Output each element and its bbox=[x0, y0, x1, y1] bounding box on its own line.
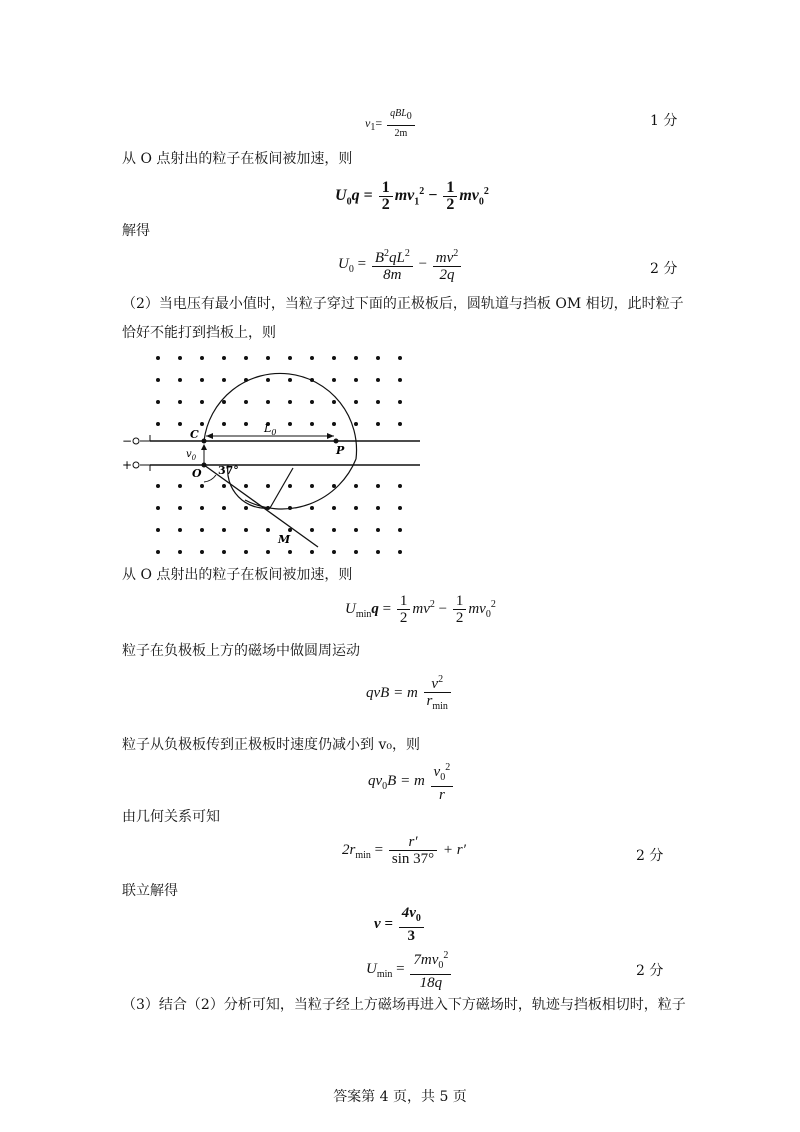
baffle-om bbox=[204, 465, 318, 547]
field-dot bbox=[244, 506, 248, 510]
equation-v-result: v = $\frac{4v_0}{3}$ bbox=[374, 905, 426, 944]
field-dot bbox=[156, 484, 160, 488]
label-v0: $v_0$ bbox=[186, 449, 197, 462]
field-dot bbox=[244, 356, 248, 360]
field-dot bbox=[288, 550, 292, 554]
field-dot bbox=[332, 528, 336, 532]
text-line: 联立解得 bbox=[122, 883, 178, 899]
field-dot bbox=[266, 378, 270, 382]
equation-geometry: $2r_{min}$ = $\frac{r'}{\sin 37^\circ}$ + r′ bbox=[342, 834, 466, 867]
field-dot bbox=[200, 506, 204, 510]
field-dot bbox=[156, 356, 160, 360]
text-line: 粒子从负极板传到正极板时速度仍减小到 v₀，则 bbox=[122, 737, 420, 753]
field-dot bbox=[376, 356, 380, 360]
field-dot bbox=[354, 400, 358, 404]
minus-sign: − bbox=[122, 434, 133, 448]
field-dot bbox=[178, 400, 182, 404]
field-dot bbox=[310, 528, 314, 532]
field-dot bbox=[266, 356, 270, 360]
field-dot bbox=[376, 422, 380, 426]
text-line: 解得 bbox=[122, 223, 150, 239]
equation-v0-motion: $qv_0B = m$ $\frac{v_0^2}{r}$ bbox=[368, 760, 455, 803]
plus-sign: + bbox=[122, 458, 133, 472]
text-line: （3）结合（2）分析可知，当粒子经上方磁场再进入下方磁场时，轨迹与挡板相切时，粒子 bbox=[122, 997, 686, 1013]
text-line: 由几何关系可知 bbox=[122, 809, 220, 825]
equation-energy-1: $U_0q$ = $\frac{1}{2}$ $mv_1^2$ − $\frac{1}{2}$ $mv_0^2$ bbox=[335, 179, 489, 213]
field-dot bbox=[398, 506, 402, 510]
field-dot bbox=[332, 506, 336, 510]
field-dot bbox=[288, 484, 292, 488]
label-o: O bbox=[192, 467, 202, 480]
field-dot bbox=[222, 378, 226, 382]
equation-umin-result: $U_{min}$ = $\frac{7mv_0^2}{18q}$ bbox=[366, 948, 453, 991]
label-l0: $L_0$ bbox=[264, 422, 277, 437]
text-line: 从 O 点射出的粒子在板间被加速，则 bbox=[122, 567, 353, 583]
field-dot bbox=[200, 356, 204, 360]
field-dot bbox=[222, 528, 226, 532]
field-dot bbox=[156, 506, 160, 510]
field-dot bbox=[310, 356, 314, 360]
label-p: P bbox=[336, 444, 345, 457]
field-dot bbox=[222, 506, 226, 510]
field-dot bbox=[178, 356, 182, 360]
magnetic-field-diagram bbox=[110, 340, 430, 560]
field-dot bbox=[354, 422, 358, 426]
field-dot bbox=[376, 378, 380, 382]
field-dot bbox=[354, 528, 358, 532]
score-mark: 1 分 bbox=[650, 113, 678, 129]
score-mark: 2 分 bbox=[636, 963, 664, 979]
field-dot bbox=[266, 400, 270, 404]
field-dot bbox=[200, 400, 204, 404]
field-dot bbox=[156, 528, 160, 532]
page-footer: 答案第 4 页，共 5 页 bbox=[333, 1089, 467, 1105]
field-dot bbox=[398, 422, 402, 426]
field-dot bbox=[310, 400, 314, 404]
label-angle: 37° bbox=[218, 464, 239, 477]
lower-trajectory-outer bbox=[245, 459, 356, 509]
field-dot bbox=[200, 378, 204, 382]
field-dot bbox=[244, 550, 248, 554]
field-dot bbox=[222, 356, 226, 360]
score-mark: 2 分 bbox=[650, 261, 678, 277]
field-dot bbox=[178, 528, 182, 532]
field-dot bbox=[178, 484, 182, 488]
equation-circular-motion: qvB = m $\frac{v^2}{r_{min}}$ bbox=[366, 672, 453, 715]
field-dot bbox=[288, 422, 292, 426]
field-dot bbox=[310, 422, 314, 426]
field-dot bbox=[244, 528, 248, 532]
field-dot bbox=[332, 484, 336, 488]
radius-line bbox=[270, 468, 293, 508]
field-dot bbox=[398, 484, 402, 488]
field-dot bbox=[244, 484, 248, 488]
field-dot bbox=[244, 400, 248, 404]
field-dot bbox=[178, 550, 182, 554]
field-dot bbox=[398, 400, 402, 404]
field-dot bbox=[376, 528, 380, 532]
field-dot bbox=[310, 506, 314, 510]
field-dot bbox=[288, 400, 292, 404]
text-line: 恰好不能打到挡板上，则 bbox=[122, 325, 276, 341]
field-dot bbox=[354, 550, 358, 554]
score-mark: 2 分 bbox=[636, 848, 664, 864]
field-dot bbox=[332, 400, 336, 404]
field-dot bbox=[222, 484, 226, 488]
field-dot bbox=[200, 422, 204, 426]
field-dot bbox=[200, 484, 204, 488]
field-dot bbox=[178, 506, 182, 510]
field-dot bbox=[178, 378, 182, 382]
field-dot bbox=[354, 484, 358, 488]
field-dot bbox=[156, 422, 160, 426]
text-line: （2）当电压有最小值时，当粒子穿过下面的正极板后，圆轨道与挡板 OM 相切，此时粒子 bbox=[122, 296, 684, 312]
field-dot bbox=[222, 422, 226, 426]
field-dot bbox=[156, 400, 160, 404]
field-dot bbox=[376, 506, 380, 510]
field-dot bbox=[332, 422, 336, 426]
label-c: C bbox=[190, 428, 199, 441]
field-dot bbox=[354, 506, 358, 510]
field-dot bbox=[288, 378, 292, 382]
field-dot bbox=[244, 422, 248, 426]
field-dot bbox=[398, 550, 402, 554]
field-dot bbox=[200, 550, 204, 554]
field-dot bbox=[156, 550, 160, 554]
text-line: 粒子在负极板上方的磁场中做圆周运动 bbox=[122, 643, 360, 659]
field-dot bbox=[266, 550, 270, 554]
field-dot bbox=[354, 378, 358, 382]
field-dot bbox=[332, 356, 336, 360]
field-dot bbox=[266, 528, 270, 532]
field-dot bbox=[376, 550, 380, 554]
equation-v1: $v_1=$ $\frac{qBL_0}{2m}$ bbox=[365, 106, 417, 142]
field-dot bbox=[398, 356, 402, 360]
text-line: 从 O 点射出的粒子在板间被加速，则 bbox=[122, 151, 353, 167]
upper-trajectory bbox=[204, 373, 357, 459]
field-dot bbox=[266, 484, 270, 488]
field-dot bbox=[398, 378, 402, 382]
equation-u0: $U_0$ = $\frac{B^2qL^2}{8m}$ − $\frac{mv^2}{2q}$ bbox=[338, 246, 463, 283]
field-dot bbox=[376, 484, 380, 488]
field-dot bbox=[398, 528, 402, 532]
field-dot bbox=[332, 378, 336, 382]
field-dot bbox=[288, 356, 292, 360]
field-dot bbox=[156, 378, 160, 382]
field-dot bbox=[332, 550, 336, 554]
field-dot bbox=[200, 528, 204, 532]
field-dot bbox=[178, 422, 182, 426]
field-dot bbox=[310, 550, 314, 554]
field-dot bbox=[222, 550, 226, 554]
field-dot bbox=[376, 400, 380, 404]
field-dot bbox=[310, 484, 314, 488]
equation-umin-energy: $U_{min}q$ = $\frac{1}{2}$ $mv^2$ − $\frac{1}{2}$ $mv_0^2$ bbox=[345, 593, 496, 626]
label-m: M bbox=[278, 533, 291, 546]
field-dot bbox=[222, 400, 226, 404]
field-dot bbox=[354, 356, 358, 360]
